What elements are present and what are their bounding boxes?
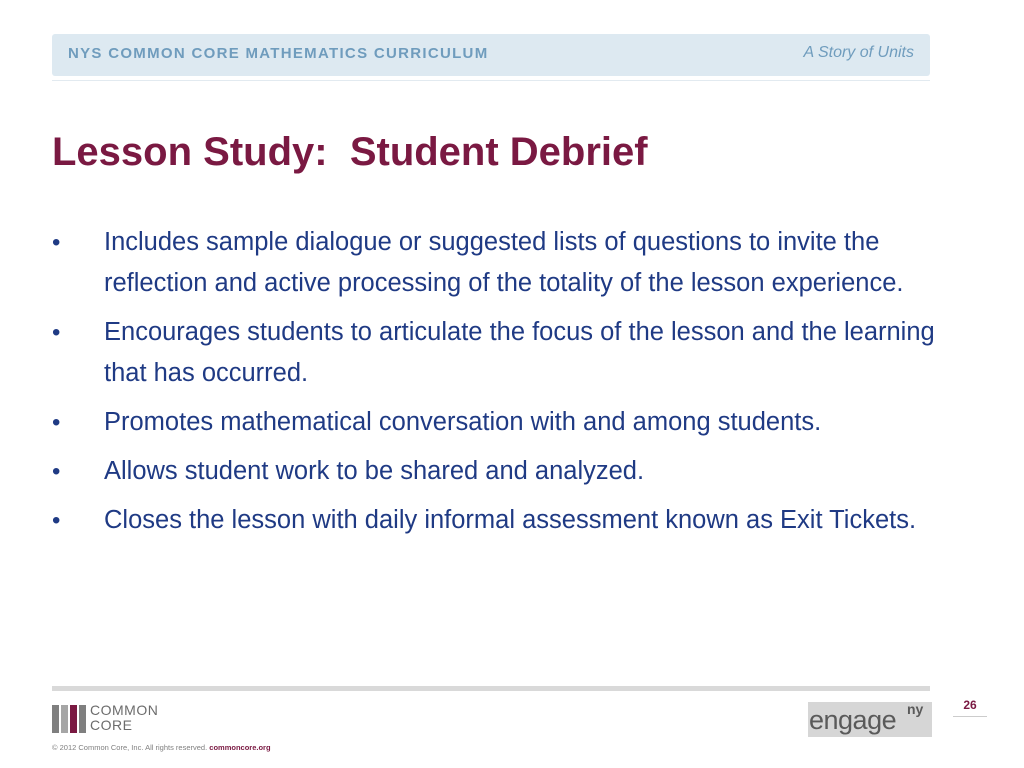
logo-bar bbox=[79, 705, 86, 733]
bullet-icon: • bbox=[52, 229, 61, 256]
logo-line-2: CORE bbox=[90, 717, 133, 733]
copyright-notice bbox=[52, 743, 271, 752]
bullet-icon: • bbox=[52, 409, 61, 436]
logo-line-1: COMMON bbox=[90, 702, 159, 718]
bullet-item bbox=[52, 500, 952, 541]
footer-divider bbox=[52, 686, 930, 691]
header-band bbox=[52, 34, 930, 76]
bullet-icon: • bbox=[52, 507, 61, 534]
bullet-text: Allows student work to be shared and analyzed. bbox=[104, 457, 645, 485]
bullet-item bbox=[52, 451, 952, 492]
bullet-text: Closes the lesson with daily informal assessment known as Exit Tickets. bbox=[104, 506, 917, 534]
copyright-text: © 2012 Common Core, Inc. All rights reserved. bbox=[52, 743, 208, 752]
bullet-icon: • bbox=[52, 458, 61, 485]
bullet-list bbox=[52, 222, 952, 549]
curriculum-title: NYS COMMON CORE MATHEMATICS CURRICULUM bbox=[68, 45, 489, 62]
header-divider bbox=[52, 80, 930, 81]
common-core-logo-text bbox=[90, 703, 158, 733]
slide-title: Lesson Study: Student Debrief bbox=[52, 130, 648, 174]
bullet-text: Promotes mathematical conversation with and among students. bbox=[104, 408, 822, 436]
page-number-underline bbox=[953, 716, 987, 717]
bullet-item bbox=[52, 312, 952, 394]
common-core-logo-icon bbox=[52, 705, 86, 733]
logo-bar bbox=[70, 705, 77, 733]
engage-ny-logo bbox=[808, 702, 932, 737]
bullet-icon: • bbox=[52, 319, 61, 346]
logo-bar bbox=[61, 705, 68, 733]
engage-logo-superscript: ny bbox=[907, 701, 924, 717]
bullet-text: Includes sample dialogue or suggested lists of questions to invite the reflection and active processing of the totality of the lesson experience. bbox=[104, 228, 904, 297]
series-title: A Story of Units bbox=[803, 44, 914, 61]
page-number: 26 bbox=[963, 698, 977, 712]
bullet-item bbox=[52, 222, 952, 304]
logo-bar bbox=[52, 705, 59, 733]
engage-logo-text: engage bbox=[809, 705, 897, 735]
site-link[interactable]: commoncore.org bbox=[209, 743, 271, 752]
bullet-text: Encourages students to articulate the focus of the lesson and the learning that has occurred. bbox=[104, 318, 935, 387]
bullet-item bbox=[52, 402, 952, 443]
